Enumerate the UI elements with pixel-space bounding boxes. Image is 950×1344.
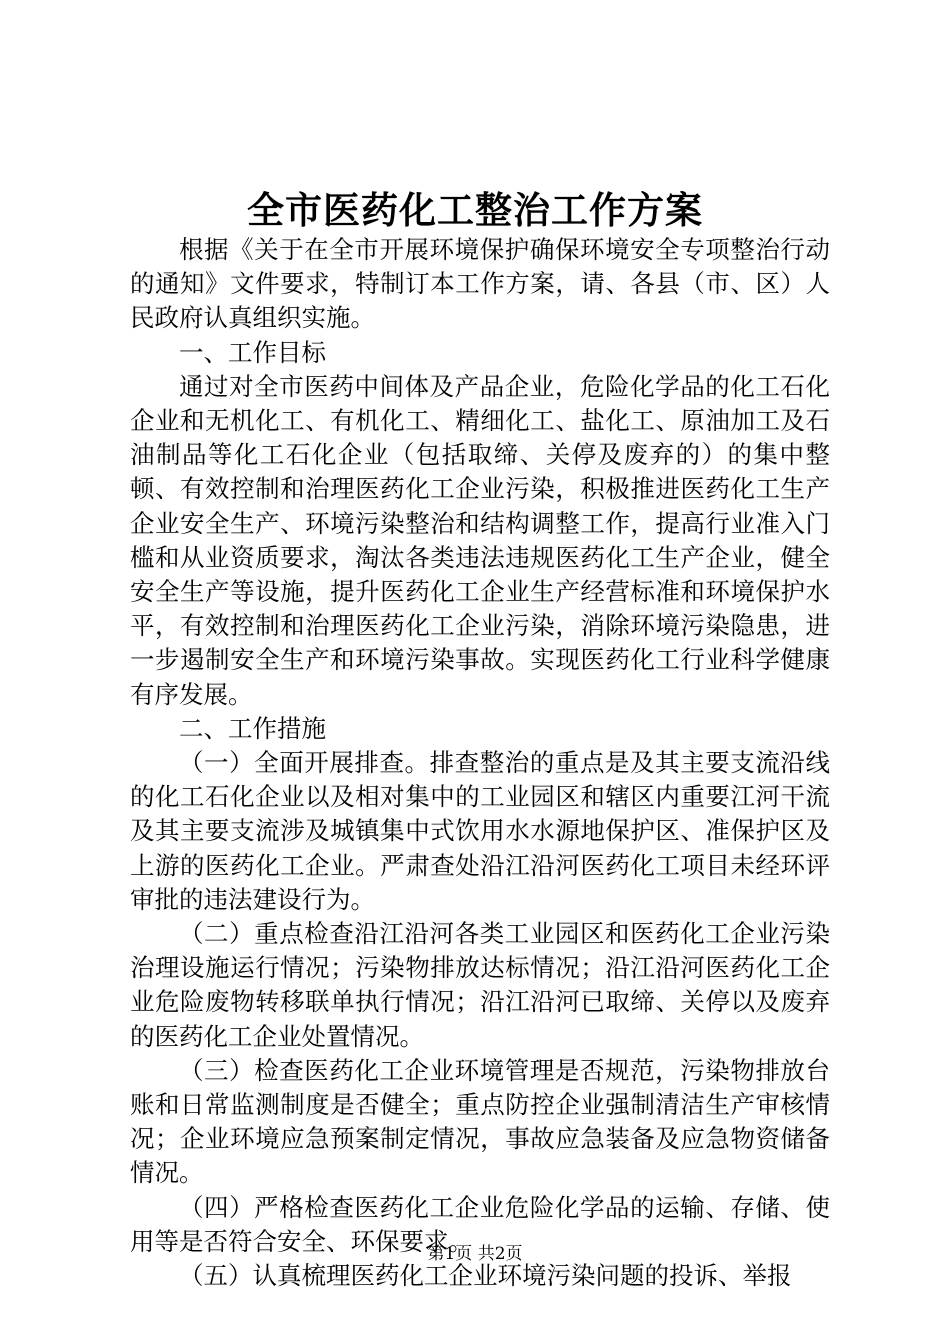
document-title: 全市医药化工整治工作方案: [247, 188, 703, 232]
measure-paragraph-5: （五）认真梳理医药化工企业环境污染问题的投诉、举报: [179, 1261, 792, 1291]
goals-paragraph: 通过对全市医药中间体及产品企业，危险化学品的化工石化企业和无机化工、有机化工、精细化工、盐化工、原油加工及石油制品等化工石化企业（包括取缔、关停及废弃的）的集中整顿、有效控制和治理医药化工企业污染，积极推进医药化工生产企业安全生产、环境污染整治和结构调整工作，提高行业准入门槛和从业资质要求，淘汰各类违法违规医药化工生产企业，健全安全生产等设施，提升医药化工企业生产经营标准和环境保护水平，有效控制和治理医药化工企业污染，消除环境污染隐患，进一步遏制安全生产和环境污染事故。实现医药化工行业科学健康有序发展。: [130, 371, 830, 709]
page-number-footer: 第1页 共2页: [427, 1244, 523, 1264]
section-heading-measures: 二、工作措施: [179, 713, 326, 743]
document-body: [130, 233, 830, 1293]
intro-paragraph: 根据《关于在全市开展环境保护确保环境安全专项整治行动的通知》文件要求，特制订本工作方案，请、各县（市、区）人民政府认真组织实施。: [130, 235, 830, 333]
measure-paragraph-3: （三）检查医药化工企业环境管理是否规范，污染物排放台账和日常监测制度是否健全；重点防控企业强制清洁生产审核情况；企业环境应急预案制定情况，事故应急装备及应急物资储备情况。: [130, 1055, 830, 1188]
measure-paragraph-4: （四）严格检查医药化工企业危险化学品的运输、存储、使用等是否符合安全、环保要求。: [130, 1192, 830, 1256]
measure-paragraph-1: （一）全面开展排查。排查整治的重点是及其主要支流沿线的化工石化企业以及相对集中的工业园区和辖区内重要江河干流及其主要支流涉及城镇集中式饮用水水源地保护区、准保护区及上游的医药化工企业。严肃查处沿江沿河医药化工项目未经环评审批的违法建设行为。: [130, 748, 830, 914]
section-heading-goals: 一、工作目标: [179, 337, 326, 367]
measure-paragraph-2: （二）重点检查沿江沿河各类工业园区和医药化工企业污染治理设施运行情况；污染物排放达标情况；沿江沿河医药化工企业危险废物转移联单执行情况；沿江沿河已取缔、关停以及废弃的医药化工企业处置情况。: [130, 919, 830, 1051]
